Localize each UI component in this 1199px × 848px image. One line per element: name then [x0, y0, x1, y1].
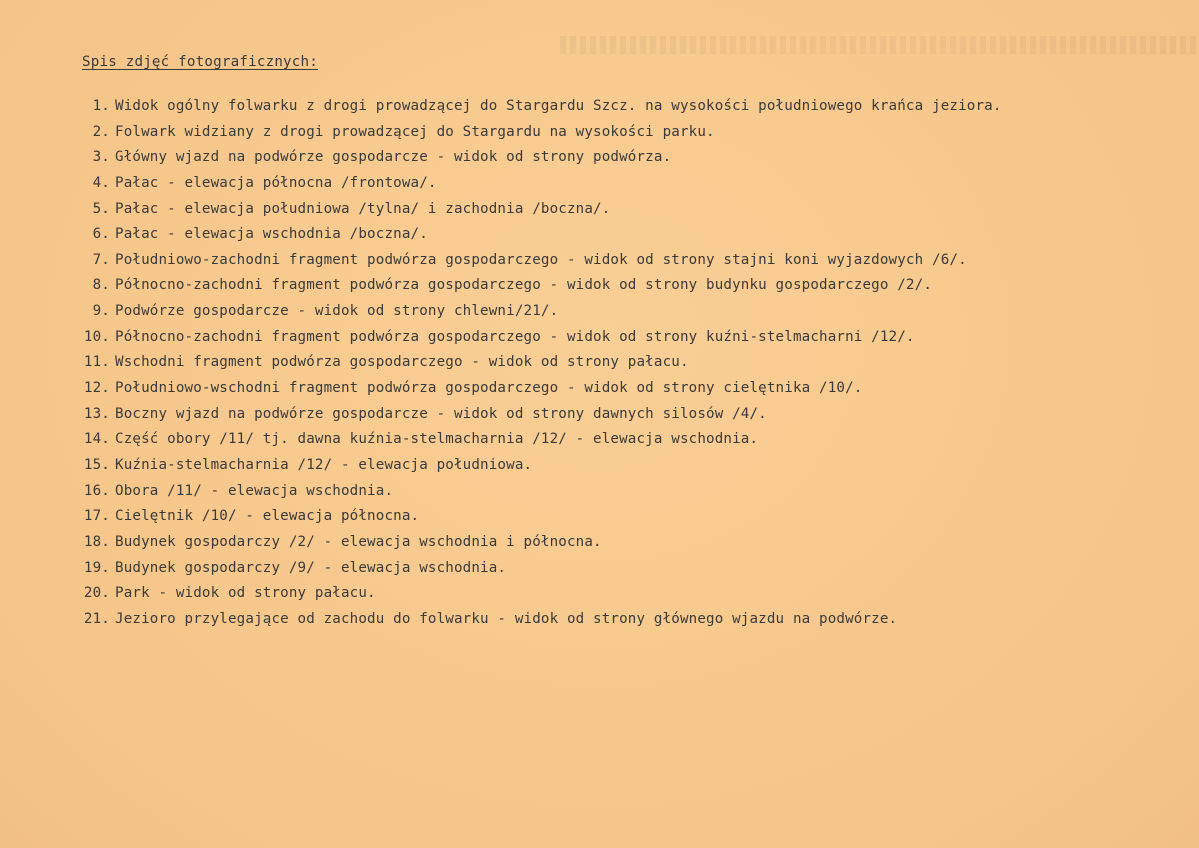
- item-text: Jezioro przylegające od zachodu do folwarku - widok od strony głównego wjazdu na podwórze.: [115, 610, 898, 627]
- bleed-through-text: [560, 36, 1199, 54]
- list-item: [0, 504, 1199, 530]
- item-text: Budynek gospodarczy /9/ - elewacja wschodnia.: [115, 559, 507, 576]
- list-item: [0, 581, 1199, 607]
- item-number: 7.: [92, 251, 110, 268]
- item-text: Główny wjazd na podwórze gospodarcze - widok od strony podwórza.: [115, 149, 672, 166]
- list-item: [0, 248, 1199, 274]
- item-text: Boczny wjazd na podwórze gospodarcze - widok od strony dawnych silosów /4/.: [115, 405, 767, 422]
- list-item: [0, 402, 1199, 428]
- item-text: Pałac - elewacja północna /frontowa/.: [115, 174, 437, 191]
- item-text: Park - widok od strony pałacu.: [115, 585, 376, 602]
- list-item: [0, 479, 1199, 505]
- list-item: [0, 530, 1199, 556]
- item-text: Północno-zachodni fragment podwórza gospodarczego - widok od strony budynku gospodarczego /2/.: [115, 277, 933, 294]
- item-number: 21.: [83, 610, 110, 627]
- list-item: [0, 427, 1199, 453]
- item-text: Pałac - elewacja wschodnia /boczna/.: [115, 226, 428, 243]
- item-number: 8.: [92, 277, 110, 294]
- item-number: 4.: [92, 174, 110, 191]
- item-number: 18.: [83, 533, 110, 550]
- item-number: 1.: [92, 98, 110, 114]
- item-number: 12.: [83, 380, 110, 397]
- item-text: Północno-zachodni fragment podwórza gospodarczego - widok od strony kuźni-stelmacharni /12/.: [115, 328, 915, 345]
- list-item: [0, 197, 1199, 223]
- item-text: Budynek gospodarczy /2/ - elewacja wschodnia i północna.: [115, 533, 602, 550]
- item-number: 11.: [83, 354, 110, 371]
- list-item: [0, 607, 1199, 633]
- list-item: [0, 94, 1199, 120]
- list-item: [0, 222, 1199, 248]
- list-item: [0, 120, 1199, 146]
- item-text: Obora /11/ - elewacja wschodnia.: [115, 482, 394, 499]
- item-number: 14.: [83, 431, 110, 448]
- photo-list: [0, 94, 1199, 632]
- item-number: 6.: [92, 226, 110, 243]
- list-item: [0, 350, 1199, 376]
- item-text: Kuźnia-stelmacharnia /12/ - elewacja południowa.: [115, 456, 533, 473]
- item-text: Podwórze gospodarcze - widok od strony chlewni/21/.: [115, 303, 559, 320]
- list-item: [0, 273, 1199, 299]
- item-number: 3.: [92, 149, 110, 166]
- item-text: Folwark widziany z drogi prowadzącej do Stargardu na wysokości parku.: [115, 123, 715, 140]
- item-text: Cielętnik /10/ - elewacja północna.: [115, 508, 420, 525]
- item-number: 13.: [83, 405, 110, 422]
- list-item: [0, 299, 1199, 325]
- item-number: 19.: [83, 559, 110, 576]
- list-item: [0, 145, 1199, 171]
- list-item: [0, 453, 1199, 479]
- item-text: Część obory /11/ tj. dawna kuźnia-stelmacharnia /12/ - elewacja wschodnia.: [115, 431, 759, 448]
- list-item: [0, 376, 1199, 402]
- list-item: [0, 556, 1199, 582]
- list-item: [0, 325, 1199, 351]
- document-heading: Spis zdjęć fotograficznych:: [82, 54, 319, 70]
- item-text: Wschodni fragment podwórza gospodarczego - widok od strony pałacu.: [115, 354, 689, 371]
- list-item: [0, 171, 1199, 197]
- item-number: 10.: [83, 328, 110, 345]
- item-number: 5.: [92, 200, 110, 217]
- item-number: 9.: [92, 303, 110, 320]
- item-text: Pałac - elewacja południowa /tylna/ i zachodnia /boczna/.: [115, 200, 611, 217]
- item-text: Południowo-zachodni fragment podwórza gospodarczego - widok od strony stajni koni wyjazdowych /6/.: [115, 251, 967, 268]
- item-number: 20.: [83, 585, 110, 602]
- item-number: 15.: [83, 456, 110, 473]
- item-number: 16.: [83, 482, 110, 499]
- item-text: Widok ogólny folwarku z drogi prowadzącej do Stargardu Szcz. na wysokości południowego krańca jeziora.: [115, 98, 1002, 114]
- item-number: 17.: [83, 508, 110, 525]
- item-number: 2.: [92, 123, 110, 140]
- item-text: Południowo-wschodni fragment podwórza gospodarczego - widok od strony cielętnika /10/.: [115, 380, 863, 397]
